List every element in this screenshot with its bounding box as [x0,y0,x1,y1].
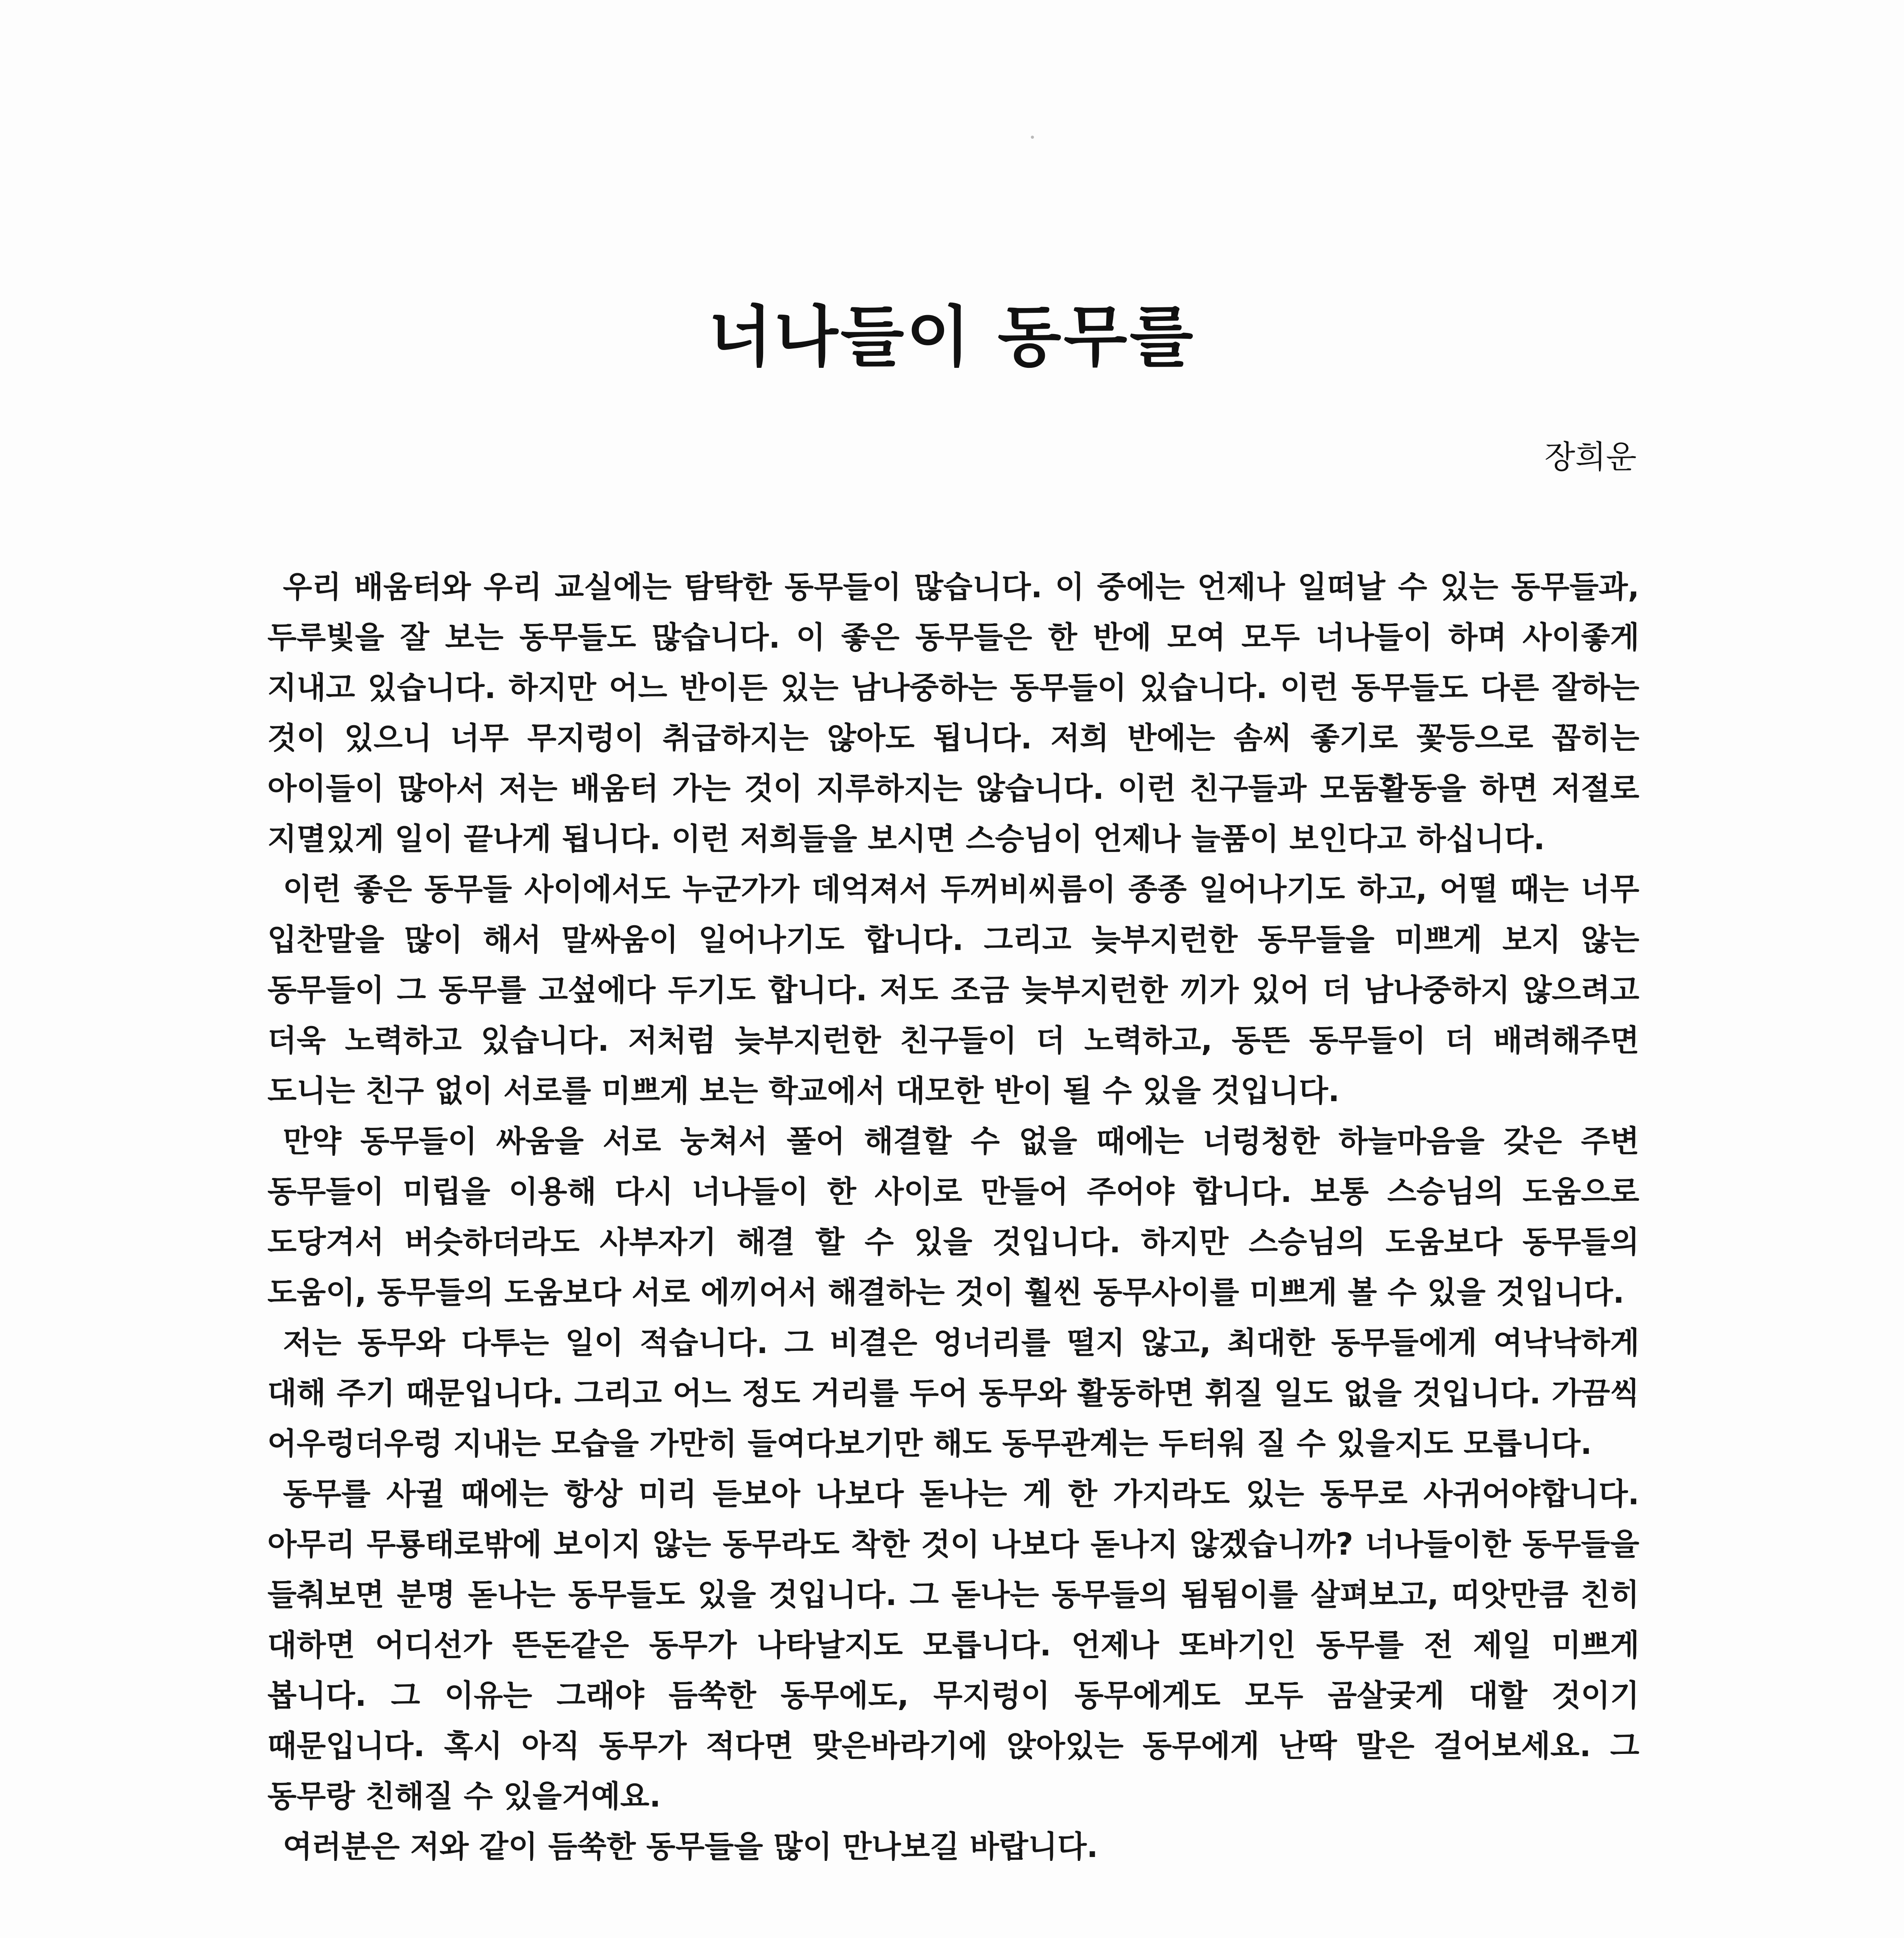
author-name: 장희운 [1544,439,1637,476]
paragraph-2: 이런 좋은 동무들 사이에서도 누군가가 데억져서 두꺼비씨름이 종종 일어나기도 하고, 어떨 때는 너무 입찬말을 많이 해서 말싸움이 일어나기도 합니다. 그리고 늦부지런한 동무들을 미쁘게 보지 않는 동무들이 그 동무를 고섶에다 두기도 합니다. 저도 조금 늦부지런한 끼가 있어 더 남나중하지 않으려고 더욱 노력하고 있습니다. 저처럼 늦부지런한 친구들이 더 노력하고, 동뜬 동무들이 더 배려해주면 도니는 친구 없이 서로를 미쁘게 보는 학교에서 대모한 반이 될 수 있을 것입니다. [267,872,1639,1109]
paragraph-6: 여러분은 저와 같이 듬쑥한 동무들을 많이 만나보길 바랍니다. [283,1829,1098,1864]
document-title: 너나들이 동무를 [708,299,1196,376]
paragraph-5: 동무를 사귈 때에는 항상 미리 듣보아 나보다 돋나는 게 한 가지라도 있는 동무로 사귀어야합니다. 아무리 무룡태로밖에 보이지 않는 동무라도 착한 것이 나보다 돋나지 않겠습니까? 너나들이한 동무들을 들춰보면 분명 돋나는 동무들도 있을 것입니다. 그 돋나는 동무들의 됨됨이를 살펴보고, 띠앗만큼 친히 대하면 어디선가 뜬돈같은 동무가 나타날지도 모릅니다. 언제나 또바기인 동무를 전 제일 미쁘게 봅니다. 그 이유는 그래야 듬쑥한 동무에도, 무지렁이 동무에게도 모두 곰살궂게 대할 것이기 때문입니다. 혹시 아직 동무가 적다면 맞은바라기에 앉아있는 동무에게 난딱 말은 걸어보세요. 그 동무랑 친해질 수 있을거예요. [267,1477,1639,1814]
paragraph-4: 저는 동무와 다투는 일이 적습니다. 그 비결은 엉너리를 떨지 않고, 최대한 동무들에게 여낙낙하게 대해 주기 때문입니다. 그리고 어느 정도 거리를 두어 동무와 활동하면 휘질 일도 없을 것입니다. 가끔씩 어우렁더우렁 지내는 모습을 가만히 들여다보기만 해도 동무관계는 두터워 질 수 있을지도 모릅니다. [267,1326,1639,1461]
paragraph-3: 만약 동무들이 싸움을 서로 눙쳐서 풀어 해결할 수 없을 때에는 너렁청한 하늘마음을 갖은 주변 동무들이 미립을 이용해 다시 너나들이 한 사이로 만들어 주어야 합니다. 보통 스승님의 도움으로 도당겨서 버슷하더라도 사부자기 해결 할 수 있을 것입니다. 하지만 스승님의 도움보다 동무들의 도움이, 동무들의 도움보다 서로 에끼어서 해결하는 것이 훨씬 동무사이를 미쁘게 볼 수 있을 것입니다. [267,1124,1639,1310]
essay-body [267,562,1639,1872]
scan-speck [1031,136,1034,139]
paragraph-1: 우리 배움터와 우리 교실에는 탐탁한 동무들이 많습니다. 이 중에는 언제나 일떠날 수 있는 동무들과, 두루빛을 잘 보는 동무들도 많습니다. 이 좋은 동무들은 한 반에 모여 모두 너나들이 하며 사이좋게 지내고 있습니다. 하지만 어느 반이든 있는 남나중하는 동무들이 있습니다. 이런 동무들도 다른 잘하는 것이 있으니 너무 무지렁이 취급하지는 않아도 됩니다. 저희 반에는 솜씨 좋기로 꽃등으로 꼽히는 아이들이 많아서 저는 배움터 가는 것이 지루하지는 않습니다. 이런 친구들과 모둠활동을 하면 저절로 지멸있게 일이 끝나게 됩니다. 이런 저희들을 보시면 스승님이 언제나 늘품이 보인다고 하십니다. [267,570,1639,857]
